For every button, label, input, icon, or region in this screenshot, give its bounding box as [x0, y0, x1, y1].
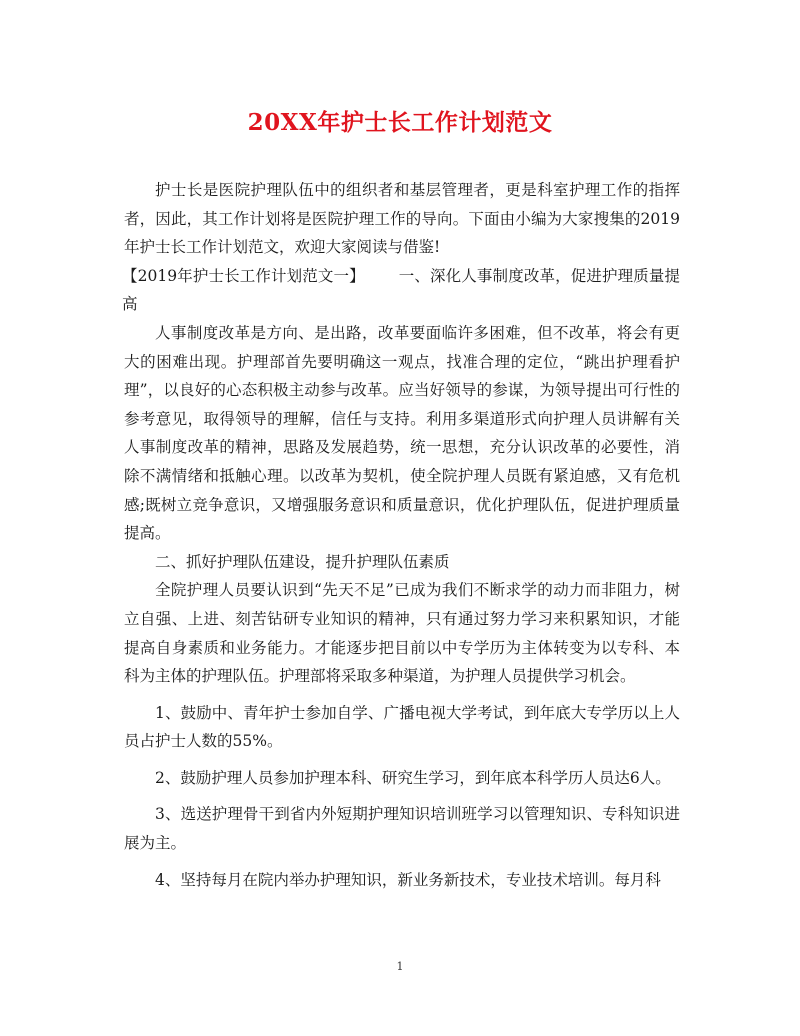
section-header: [122, 262, 680, 319]
paragraph-team-building: 全院护理人员要认识到“先天不足”已成为我们不断求学的动力而非阻力，树立自强、上进、刻苦钻研专业知识的精神，只有通过努力学习来积累知识，才能提高自身素质和业务能力。才能逐步把目前以中专学历为主体转变为以专科、本科为主体的护理队伍。护理部将采取多种渠道，为护理人员提供学习机会。: [124, 581, 680, 686]
list-item-4: 4、坚持每月在院内举办护理知识，新业务新技术，专业技术培训。每月科: [155, 870, 661, 889]
document-body: [124, 176, 680, 894]
list-item-3: 3、选送护理骨干到省内外短期护理知识培训班学习以管理知识、专科知识进展为主。: [124, 805, 680, 853]
section-heading-reform: 一、深化人事制度改革，促进护理质量提高: [122, 266, 680, 314]
list-item-2: 2、鼓励护理人员参加护理本科、研究生学习，到年底本科学历人员达6人。: [155, 768, 671, 787]
document-title: 20XX年护士长工作计划范文: [247, 109, 553, 136]
paragraph-personnel-reform: 人事制度改革是方向、是出路，改革要面临许多困难，但不改革，将会有更大的困难出现。护理部首先要明确这一观点，找准合理的定位，“跳出护理看护理”，以良好的心态积极主动参与改革。应当好领导的参谋，为领导提出可行性的参考意见，取得领导的理解，信任与支持。利用多渠道形式向护理人员讲解有关人事制度改革的精神，思路及发展趋势，统一思想，充分认识改革的必要性，消除不满情绪和抵触心理。以改革为契机，使全院护理人员既有紧迫感，又有危机感;既树立竞争意识，又增强服务意识和质量意识，优化护理队伍，促进护理质量提高。: [124, 323, 680, 543]
section-header-label: 【2019年护士长工作计划范文一】: [122, 266, 365, 285]
section-heading-team-building: 二、抓好护理队伍建设，提升护理队伍素质: [155, 552, 450, 571]
list-item-1: 1、鼓励中、青年护士参加自学、广播电视大学考试，到年底大专学历以上人员占护士人数的55%。: [124, 703, 680, 751]
intro-paragraph: 护士长是医院护理队伍中的组织者和基层管理者，更是科室护理工作的指挥者，因此，其工作计划将是医院护理工作的导向。下面由小编为大家搜集的2019年护士长工作计划范文，欢迎大家阅读与借鉴!: [124, 181, 680, 257]
page-number: 1: [396, 960, 404, 973]
